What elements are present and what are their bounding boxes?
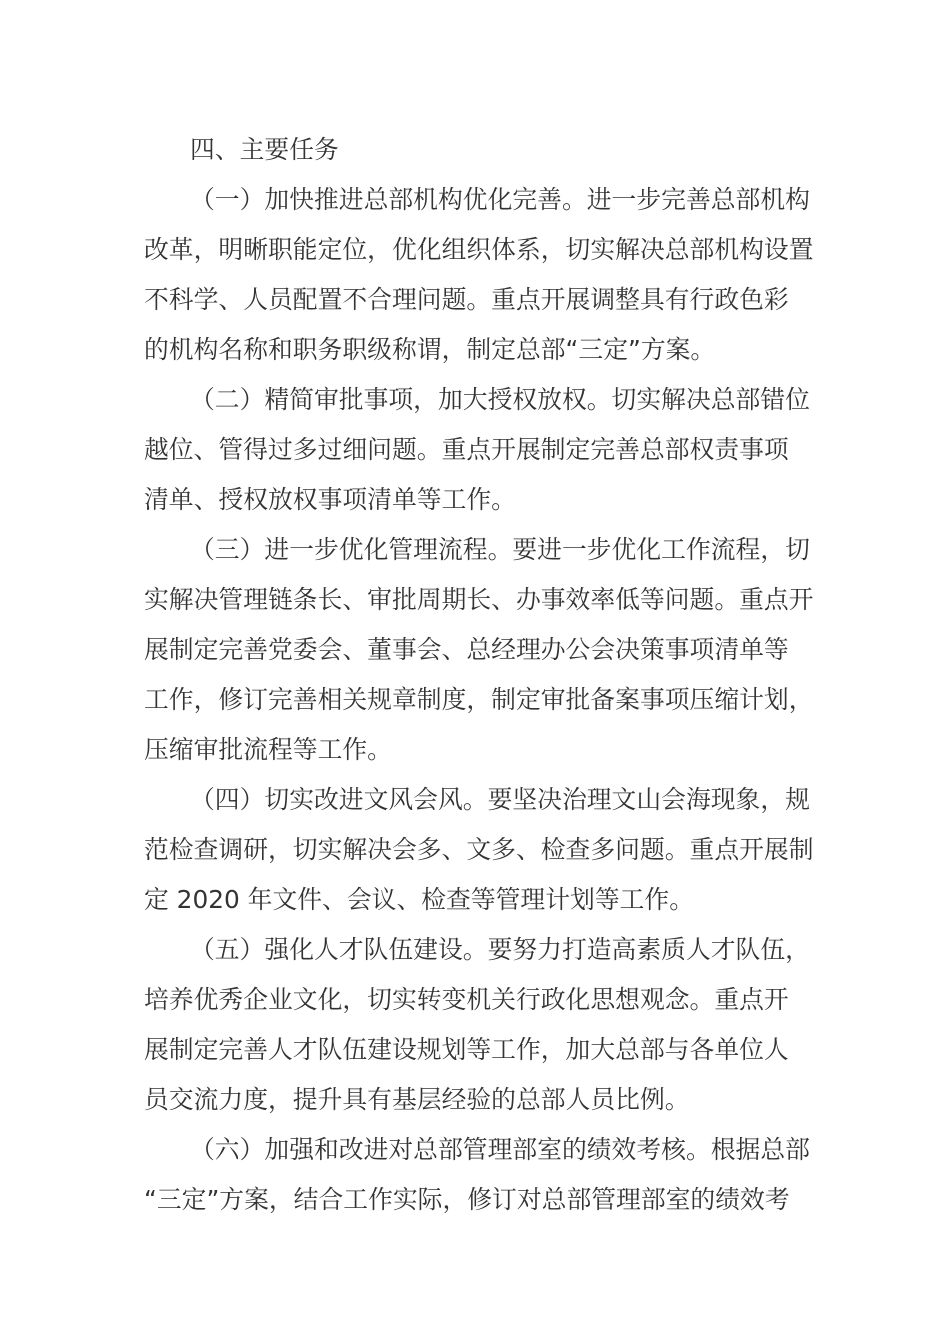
paragraph-4-line-1: （四）切实改进文风会风。要坚决治理文山会海现象，规 [190, 785, 810, 814]
paragraph-3-line-1: （三）进一步优化管理流程。要进一步优化工作流程，切 [190, 535, 810, 564]
paragraph-6-line-2: “三定”方案，结合工作实际，修订对总部管理部室的绩效考 [144, 1185, 790, 1214]
paragraph-1-line-4: 的机构名称和职务职级称谓，制定总部“三定”方案。 [144, 335, 716, 364]
paragraph-5-line-2: 培养优秀企业文化，切实转变机关行政化思想观念。重点开 [144, 985, 789, 1014]
paragraph-2-line-3: 清单、授权放权事项清单等工作。 [144, 485, 516, 514]
paragraph-3-line-5: 压缩审批流程等工作。 [144, 735, 392, 764]
paragraph-5-line-4: 员交流力度，提升具有基层经验的总部人员比例。 [144, 1085, 690, 1114]
paragraph-1-line-1: （一）加快推进总部机构优化完善。进一步完善总部机构 [190, 185, 810, 214]
paragraph-3-line-3: 展制定完善党委会、董事会、总经理办公会决策事项清单等 [144, 635, 789, 664]
paragraph-2-line-2: 越位、管得过多过细问题。重点开展制定完善总部权责事项 [144, 435, 789, 464]
paragraph-1-line-3: 不科学、人员配置不合理问题。重点开展调整具有行政色彩 [144, 285, 789, 314]
paragraph-5-line-3: 展制定完善人才队伍建设规划等工作，加大总部与各单位人 [144, 1035, 789, 1064]
paragraph-6-line-1: （六）加强和改进对总部管理部室的绩效考核。根据总部 [190, 1135, 810, 1164]
paragraph-4-line-2: 范检查调研，切实解决会多、文多、检查多问题。重点开展制 [144, 835, 814, 864]
section-heading: 四、主要任务 [190, 135, 339, 164]
paragraph-5-line-1: （五）强化人才队伍建设。要努力打造高素质人才队伍， [190, 935, 810, 964]
paragraph-1-line-2: 改革，明晰职能定位，优化组织体系，切实解决总部机构设置 [144, 235, 814, 264]
paragraph-3-line-2: 实解决管理链条长、审批周期长、办事效率低等问题。重点开 [144, 585, 814, 614]
paragraph-4-line-3: 定 2020 年文件、会议、检查等管理计划等工作。 [144, 885, 695, 914]
paragraph-2-line-1: （二）精简审批事项，加大授权放权。切实解决总部错位 [190, 385, 810, 414]
paragraph-3-line-4: 工作，修订完善相关规章制度，制定审批备案事项压缩计划， [144, 685, 814, 714]
